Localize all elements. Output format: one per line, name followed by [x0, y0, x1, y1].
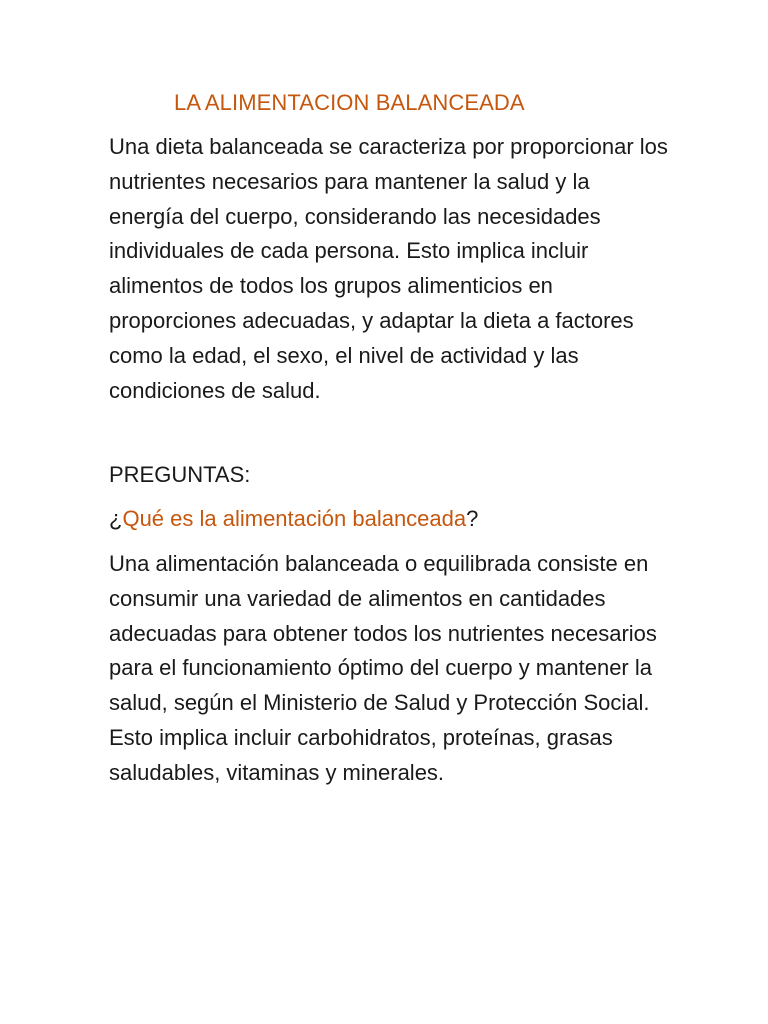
document-title: LA ALIMENTACION BALANCEADA	[174, 90, 525, 115]
section-label: PREGUNTAS:	[109, 462, 251, 487]
intro-paragraph: Una dieta balanceada se caracteriza por proporcionar los nutrientes necesarios para mantener la salud y la energía del cuerpo, considerando las necesidades individuales de cada persona. Esto implica incluir alimentos de todos los grupos alimenticios en proporciones adecuadas, y adaptar la dieta a factores como la edad, el sexo, el nivel de actividad y las condiciones de salud.	[109, 134, 668, 403]
answer-paragraph: Una alimentación balanceada o equilibrada consiste en consumir una variedad de alimentos en cantidades adecuadas para obtener todos los nutrientes necesarios para el funcionamiento óptimo del cuerpo y mantener la salud, según el Ministerio de Salud y Protección Social. Esto implica incluir carbohidratos, proteínas, grasas saludables, vitaminas y minerales.	[109, 551, 657, 785]
question-open-mark: ¿	[109, 506, 123, 531]
question-close-mark: ?	[466, 506, 479, 531]
question-line	[109, 502, 478, 536]
question-text: Qué es la alimentación balanceada	[122, 506, 467, 531]
